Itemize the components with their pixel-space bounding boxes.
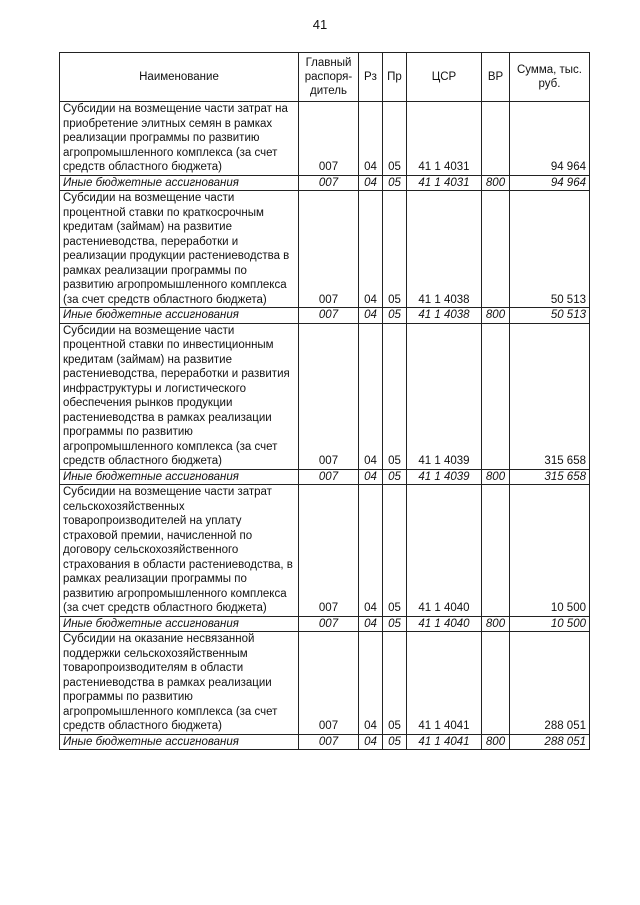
- table-row: [60, 485, 590, 617]
- cell-sum: 10 500: [510, 485, 590, 617]
- cell-vr: 800: [482, 469, 510, 485]
- cell-name: Иные бюджетные ассигнования: [60, 616, 299, 632]
- cell-name: Иные бюджетные ассигнования: [60, 175, 299, 191]
- cell-sum: 94 964: [510, 175, 590, 191]
- cell-vr: [482, 485, 510, 617]
- header-sum: Сумма, тыс. руб.: [510, 53, 590, 102]
- cell-csr: 41 1 4039: [407, 323, 482, 469]
- cell-manager: 007: [299, 175, 359, 191]
- budget-table: [59, 52, 590, 750]
- cell-pr: 05: [383, 616, 407, 632]
- table-row: [60, 616, 590, 632]
- cell-rz: 04: [359, 175, 383, 191]
- cell-vr: 800: [482, 734, 510, 750]
- header-rz: Рз: [359, 53, 383, 102]
- cell-manager: 007: [299, 734, 359, 750]
- cell-rz: 04: [359, 469, 383, 485]
- cell-csr: 41 1 4031: [407, 102, 482, 176]
- cell-sum: 94 964: [510, 102, 590, 176]
- cell-rz: 04: [359, 102, 383, 176]
- cell-rz: 04: [359, 308, 383, 324]
- table-row: [60, 323, 590, 469]
- cell-name: Субсидии на оказание несвязанной поддержки сельскохозяйственным товаропроизводителям в области растениеводства в рамках реализации программы по развитию агропромышленного комплекса (за счет средств областного бюджета): [60, 632, 299, 735]
- cell-sum: 50 513: [510, 191, 590, 308]
- table-row: [60, 734, 590, 750]
- header-name: Наименование: [60, 53, 299, 102]
- cell-name: Иные бюджетные ассигнования: [60, 734, 299, 750]
- cell-pr: 05: [383, 308, 407, 324]
- cell-manager: 007: [299, 632, 359, 735]
- cell-csr: 41 1 4031: [407, 175, 482, 191]
- cell-sum: 10 500: [510, 616, 590, 632]
- cell-pr: 05: [383, 469, 407, 485]
- page-number: 41: [312, 17, 328, 32]
- cell-vr: 800: [482, 175, 510, 191]
- cell-vr: [482, 632, 510, 735]
- cell-pr: 05: [383, 323, 407, 469]
- table-row: [60, 102, 590, 176]
- cell-pr: 05: [383, 734, 407, 750]
- cell-name: Субсидии на возмещение части затрат сельскохозяйственных товаропроизводителей на уплату страховой премии, начисленной по договору сельскохозяйственного страхования в области растениеводства, в рамках реализации программы по развитию агропромышленного комплекса (за счет средств областного бюджета): [60, 485, 299, 617]
- cell-csr: 41 1 4038: [407, 191, 482, 308]
- cell-vr: [482, 323, 510, 469]
- cell-manager: 007: [299, 308, 359, 324]
- header-csr: ЦСР: [407, 53, 482, 102]
- cell-pr: 05: [383, 191, 407, 308]
- cell-vr: [482, 102, 510, 176]
- cell-rz: 04: [359, 734, 383, 750]
- cell-pr: 05: [383, 485, 407, 617]
- cell-name: Иные бюджетные ассигнования: [60, 469, 299, 485]
- cell-vr: 800: [482, 616, 510, 632]
- cell-rz: 04: [359, 632, 383, 735]
- header-manager: Главный распоря-дитель: [299, 53, 359, 102]
- cell-sum: 315 658: [510, 323, 590, 469]
- cell-csr: 41 1 4040: [407, 485, 482, 617]
- cell-sum: 288 051: [510, 734, 590, 750]
- cell-csr: 41 1 4039: [407, 469, 482, 485]
- table-row: [60, 308, 590, 324]
- cell-manager: 007: [299, 616, 359, 632]
- cell-name: Субсидии на возмещение части процентной ставки по инвестиционным кредитам (займам) на развитие растениеводства, переработки и развития инфраструктуры и логистического обеспечения рынков продукции растениеводства в рамках реализации программы по развитию агропромышленного комплекса (за счет средств областного бюджета): [60, 323, 299, 469]
- cell-name: Субсидии на возмещение части процентной ставки по краткосрочным кредитам (займам) на развитие растениеводства, переработки и реализации продукции растениеводства в рамках реализации программы по развитию агропромышленного комплекса (за счет средств областного бюджета): [60, 191, 299, 308]
- cell-pr: 05: [383, 102, 407, 176]
- cell-csr: 41 1 4038: [407, 308, 482, 324]
- cell-rz: 04: [359, 191, 383, 308]
- table-row: [60, 632, 590, 735]
- cell-rz: 04: [359, 323, 383, 469]
- cell-rz: 04: [359, 616, 383, 632]
- cell-vr: [482, 191, 510, 308]
- cell-sum: 50 513: [510, 308, 590, 324]
- table-row: [60, 191, 590, 308]
- header-vr: ВР: [482, 53, 510, 102]
- cell-vr: 800: [482, 308, 510, 324]
- cell-rz: 04: [359, 485, 383, 617]
- table-row: [60, 175, 590, 191]
- cell-sum: 288 051: [510, 632, 590, 735]
- cell-manager: 007: [299, 323, 359, 469]
- cell-name: Иные бюджетные ассигнования: [60, 308, 299, 324]
- cell-manager: 007: [299, 485, 359, 617]
- cell-csr: 41 1 4040: [407, 616, 482, 632]
- cell-csr: 41 1 4041: [407, 632, 482, 735]
- table-header-row: [60, 53, 590, 102]
- cell-csr: 41 1 4041: [407, 734, 482, 750]
- cell-name: Субсидии на возмещение части затрат на приобретение элитных семян в рамках реализации программы по развитию агропромышленного комплекса (за счет средств областного бюджета): [60, 102, 299, 176]
- cell-manager: 007: [299, 469, 359, 485]
- cell-manager: 007: [299, 102, 359, 176]
- table-row: [60, 469, 590, 485]
- cell-pr: 05: [383, 175, 407, 191]
- cell-sum: 315 658: [510, 469, 590, 485]
- cell-manager: 007: [299, 191, 359, 308]
- cell-pr: 05: [383, 632, 407, 735]
- header-pr: Пр: [383, 53, 407, 102]
